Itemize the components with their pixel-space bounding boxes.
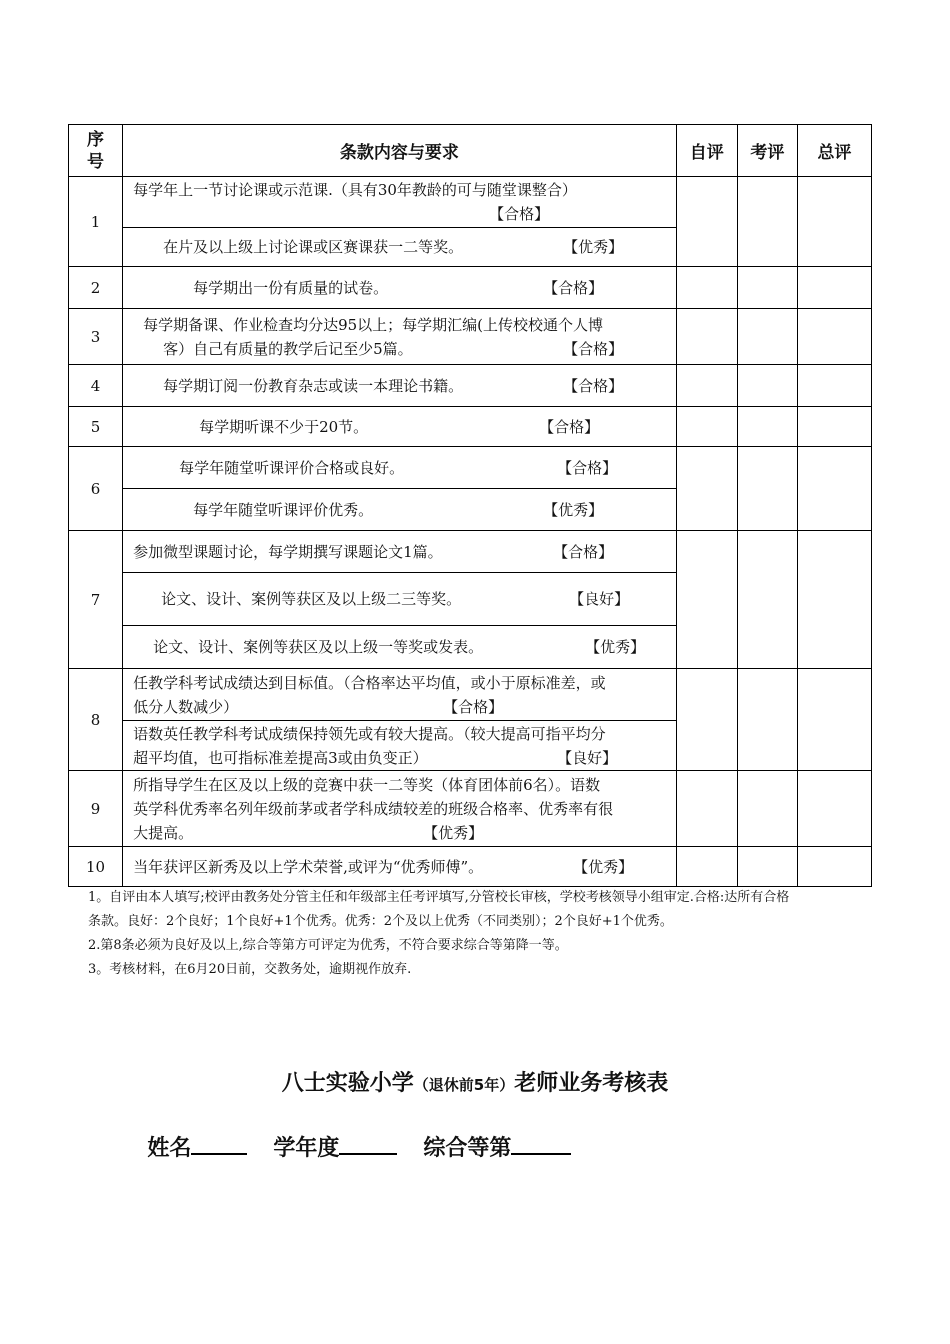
table-row	[69, 669, 872, 721]
clause-tag: 【优秀】	[563, 238, 624, 256]
eval-score-cell[interactable]	[737, 531, 797, 669]
seq-cell: 4	[69, 365, 123, 407]
notes-section	[88, 886, 878, 982]
clause-text: 论文、设计、案例等获区及以上级二三等奖。	[161, 590, 462, 608]
content-cell	[123, 309, 677, 365]
content-cell	[123, 721, 677, 771]
eval-score-cell[interactable]	[737, 447, 797, 531]
header-total: 总评	[797, 125, 871, 177]
eval-score-cell[interactable]	[737, 407, 797, 447]
clause-text: 客）自己有质量的教学后记至少5篇。	[163, 339, 413, 358]
table-row	[69, 267, 872, 309]
seq-cell: 6	[69, 447, 123, 531]
clause-text: 每学期出一份有质量的试卷。	[193, 278, 389, 297]
assessment-table	[68, 124, 872, 887]
self-score-cell[interactable]	[676, 771, 737, 847]
clause-text: 每学期备课、作业检查均分达95以上；每学期汇编(上传校校通个人博	[143, 315, 604, 334]
self-score-cell[interactable]	[676, 407, 737, 447]
title-note: （退休前5年）	[413, 1076, 515, 1094]
clause-tag: 【优秀】	[543, 500, 604, 519]
self-score-cell[interactable]	[676, 447, 737, 531]
clause-tag: 【合格】	[539, 417, 600, 436]
total-score-cell[interactable]	[797, 447, 871, 531]
clause-text: 在片及以上级上讨论课或区赛课获一二等奖。	[163, 238, 464, 256]
grade-label: 综合等第	[423, 1136, 512, 1161]
table-row	[69, 407, 872, 447]
note-line: 1。自评由本人填写;校评由教务处分管主任和年级部主任考评填写,分管校长审核，学校考核领导小组审定.合格:达所有合格	[88, 890, 790, 905]
seq-cell: 5	[69, 407, 123, 447]
seq-cell: 8	[69, 669, 123, 771]
content-cell	[123, 573, 677, 626]
content-cell	[123, 177, 677, 228]
eval-score-cell[interactable]	[737, 847, 797, 887]
table-row	[69, 847, 872, 887]
clause-text: 语数英任教学科考试成绩保持领先或有较大提高。（较大提高可指平均分	[133, 724, 606, 743]
name-blank[interactable]	[191, 1131, 247, 1155]
clause-text: 每学年随堂听课评价优秀。	[193, 500, 374, 519]
eval-score-cell[interactable]	[737, 771, 797, 847]
year-label: 学年度	[273, 1136, 340, 1161]
header-self: 自评	[676, 125, 737, 177]
name-label: 姓名	[147, 1136, 192, 1161]
clause-text: 参加微型课题讨论，每学期撰写课题论文1篇。	[133, 542, 443, 561]
table-header-row	[69, 125, 872, 177]
clause-text: 大提高。	[133, 823, 194, 842]
content-cell	[123, 407, 677, 447]
clause-tag: 【良好】	[569, 590, 630, 608]
note-line: 3。考核材料，在6月20日前，交教务处，逾期视作放弃.	[88, 962, 412, 977]
total-score-cell[interactable]	[797, 267, 871, 309]
header-seq-line2: 号	[87, 151, 105, 172]
clause-tag: 【优秀】	[585, 638, 646, 656]
grade-blank[interactable]	[511, 1131, 571, 1155]
table-row	[69, 177, 872, 228]
clause-tag: 【合格】	[489, 205, 550, 223]
total-score-cell[interactable]	[797, 531, 871, 669]
header-seq	[69, 125, 123, 177]
seq-cell: 10	[69, 847, 123, 887]
clause-text: 每学年随堂听课评价合格或良好。	[179, 458, 405, 477]
title-school: 八士实验小学	[281, 1071, 414, 1096]
seq-cell: 9	[69, 771, 123, 847]
content-cell	[123, 365, 677, 407]
table-row	[69, 447, 872, 489]
self-score-cell[interactable]	[676, 309, 737, 365]
clause-text: 任教学科考试成绩达到目标值。（合格率达平均值，或小于原标准差，或	[133, 673, 606, 692]
total-score-cell[interactable]	[797, 847, 871, 887]
total-score-cell[interactable]	[797, 771, 871, 847]
seq-cell: 3	[69, 309, 123, 365]
title-form-name: 老师业务考核表	[514, 1071, 669, 1096]
content-cell	[123, 669, 677, 721]
clause-tag: 【合格】	[563, 376, 624, 395]
self-score-cell[interactable]	[676, 267, 737, 309]
clause-text: 超平均值，也可指标准差提高3或由负变正）	[133, 748, 428, 767]
total-score-cell[interactable]	[797, 669, 871, 771]
clause-tag: 【优秀】	[573, 857, 634, 876]
content-cell	[123, 489, 677, 531]
self-score-cell[interactable]	[676, 365, 737, 407]
eval-score-cell[interactable]	[737, 669, 797, 771]
eval-score-cell[interactable]	[737, 365, 797, 407]
table-row	[69, 309, 872, 365]
clause-text: 所指导学生在区及以上级的竞赛中获一二等奖（体育团体前6名）。语数	[133, 775, 601, 794]
content-cell	[123, 267, 677, 309]
clause-tag: 【合格】	[557, 458, 618, 477]
total-score-cell[interactable]	[797, 177, 871, 267]
table-row	[69, 771, 872, 847]
self-score-cell[interactable]	[676, 531, 737, 669]
total-score-cell[interactable]	[797, 309, 871, 365]
clause-tag: 【合格】	[553, 542, 614, 561]
clause-text: 低分人数减少）	[133, 697, 239, 716]
clause-text: 每学期听课不少于20节。	[199, 417, 369, 436]
self-score-cell[interactable]	[676, 177, 737, 267]
clause-tag: 【良好】	[557, 748, 618, 767]
form-fields	[132, 1106, 571, 1162]
content-cell	[123, 447, 677, 489]
seq-cell: 2	[69, 267, 123, 309]
table-row	[69, 365, 872, 407]
clause-text: 论文、设计、案例等获区及以上级一等奖或发表。	[153, 638, 484, 656]
clause-tag: 【合格】	[543, 278, 604, 297]
seq-cell: 1	[69, 177, 123, 267]
clause-text: 每学期订阅一份教育杂志或读一本理论书籍。	[163, 376, 464, 395]
total-score-cell[interactable]	[797, 407, 871, 447]
clause-text: 当年获评区新秀及以上学术荣誉,或评为“优秀师傅”。	[133, 857, 484, 876]
note-line: 2.第8条必须为良好及以上,综合等第方可评定为优秀，不符合要求综合等第降一等。	[88, 938, 568, 953]
clause-text: 英学科优秀率名列年级前茅或者学科成绩较差的班级合格率、优秀率有很	[133, 799, 614, 818]
clause-text: 每学年上一节讨论课或示范课.（具有30年教龄的可与随堂课整合）	[133, 181, 577, 199]
eval-score-cell[interactable]	[737, 267, 797, 309]
table-row	[69, 531, 872, 573]
content-cell	[123, 847, 677, 887]
content-cell	[123, 771, 677, 847]
seq-cell: 7	[69, 531, 123, 669]
self-score-cell[interactable]	[676, 847, 737, 887]
form-title	[0, 1066, 950, 1097]
clause-tag: 【合格】	[443, 697, 504, 716]
content-cell	[123, 531, 677, 573]
year-blank[interactable]	[339, 1131, 397, 1155]
note-line: 条款。良好：2个良好；1个良好+1个优秀。优秀：2个及以上优秀（不同类别）；2个良好+1个优秀。	[88, 914, 673, 929]
clause-tag: 【合格】	[563, 339, 624, 358]
total-score-cell[interactable]	[797, 365, 871, 407]
self-score-cell[interactable]	[676, 669, 737, 771]
header-content: 条款内容与要求	[123, 125, 677, 177]
content-cell	[123, 228, 677, 267]
eval-score-cell[interactable]	[737, 309, 797, 365]
clause-tag: 【优秀】	[423, 823, 484, 842]
header-seq-line1: 序	[87, 129, 105, 150]
content-cell	[123, 626, 677, 669]
eval-score-cell[interactable]	[737, 177, 797, 267]
header-eval: 考评	[737, 125, 797, 177]
